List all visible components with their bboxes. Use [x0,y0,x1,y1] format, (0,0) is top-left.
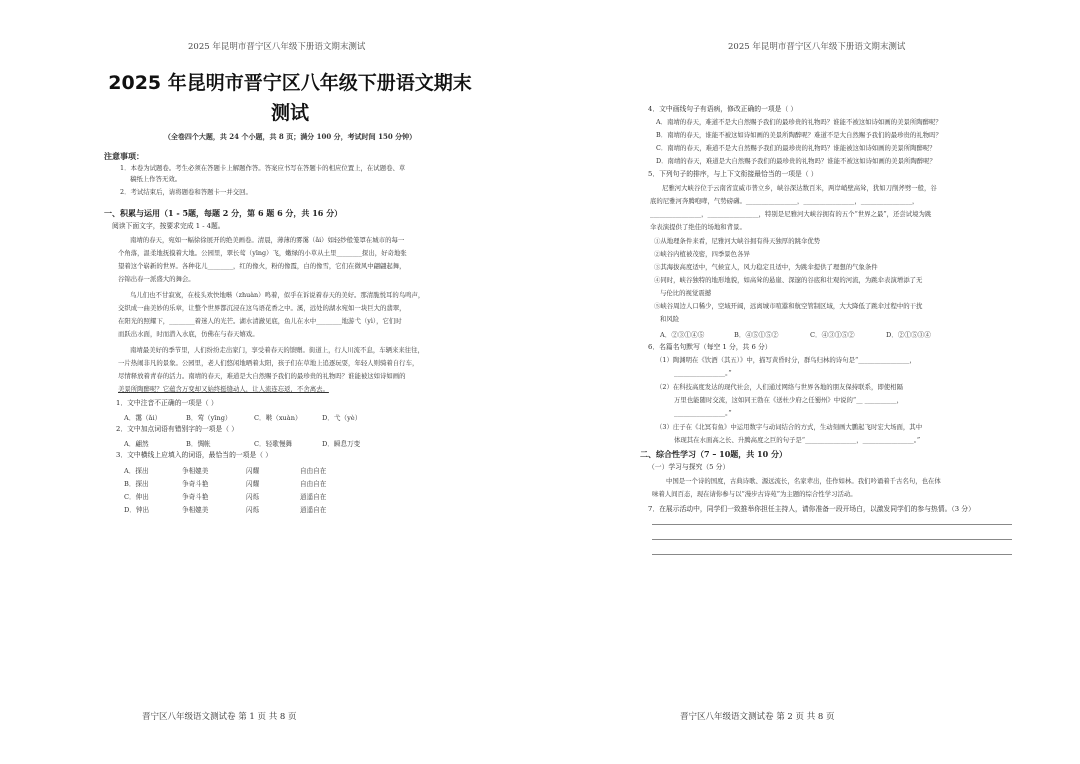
notice-line: 2．考试结束后，请将题卷和答题卡一并交回。 [120,188,252,196]
q5-item: 与伦比的视觉震撼 [660,289,712,297]
q4-option-c: C．南靖的春天，难道不是大自然赐予我们的最珍贵的礼物吗？谁能被这如诗如画的美景所陶醉呢？ [656,144,936,152]
exam-title-line-1: 2025 年昆明市晋宁区八年级下册语文期末 [108,72,472,94]
q1-option-a: A．霭（ǎi） [124,414,162,422]
q3-cell: 闪耀 [246,467,260,475]
question-6: 6．名篇名句默写（每空 1 分，共 6 分） [648,343,772,351]
answer-line[interactable] [652,554,1012,555]
exam-subtitle: （全卷四个大题，共 24 个小题，共 8 页；满分 100 分，考试时间 150 分钟） [163,132,417,141]
q4-option-b: B．南靖的春天，谁能不被这如诗如画的美景所陶醉呢？难道不是大自然赐予我们的最珍贵的礼物吗？ [656,131,942,139]
q4-option-a: A．南靖的春天，难道不是大自然赐予我们的最珍贵的礼物吗？谁能不被这如诗如画的美景所陶醉呢？ [656,118,942,126]
q6-item: （2）在科技高度发达的现代社会，人们通过网络与世界各地的朋友保持联系，即使相隔 [656,383,903,391]
q1-option-d: D．弋（yè） [322,414,362,422]
passage-line: 个角落，温柔地抚摸着大地。公园里，翠长莺（yīng）飞，嫩绿的小草从土里________探出，好奇地张 [118,249,407,257]
passage-line: 南靖的春天，宛如一幅徐徐展开的绝美画卷。清晨，薄薄的雾霭（ǎi）如轻纱般笼罩在城市的每一 [130,236,405,244]
q6-item: 体现其在水面高之长、升腾高度之巨的句子是“________________，________________。” [674,436,921,444]
q5-item: ①从地理条件来看，尼雅河大峡谷拥有得天独厚的跳伞优势 [654,237,821,245]
q3-cell: 逍遥自在 [300,506,327,514]
passage-line: 而跃出水面，时而潜入水底，仿佛在与春天嬉戏。 [118,330,259,338]
q1-option-b: B．莺（yīng） [186,414,232,422]
passage-line: 鸟儿们也不甘寂寞，在枝头欢快地啭（zhuàn）鸣着，似乎在诉说着春天的美好。那清脆悦耳的鸟鸣声， [130,291,425,299]
q5-passage-line: 尼雅河大峡谷位于云南省宣威市普立乡，峡谷深达数百米，两岸峭壁高耸，犹如刀削斧劈一般，谷 [662,184,937,192]
q3-cell: C．伸出 [124,493,149,501]
q2-option-c: C．轻歌慢舞 [254,440,293,448]
q6-item: ________________。” [674,369,732,377]
page-footer: 晋宁区八年级语文测试卷 第 2 页 共 8 页 [680,712,835,722]
q5-item: ⑤峡谷周边人口稀少，空域开阔，远离城市喧嚣和航空管制区域，大大降低了跳伞过程中的干扰 [654,302,923,310]
question-2: 2．文中加点词语有错别字的一项是（ ） [116,425,239,433]
q5-item: ②峡谷内植被茂密，四季景色各异 [654,250,750,258]
q4-option-d: D．南靖的春天，难道是大自然赐予我们的最珍贵的礼物吗？谁能不被这如诗如画的美景所陶醉呢？ [656,157,936,165]
q5-item: 和风险 [660,315,680,323]
question-5: 5．下列句子的排序，与上下文衔接最恰当的一项是（ ） [648,170,818,178]
q6-item: 万里也能随时交流，这如同王勃在《送杜少府之任蜀州》中说的“__ __________， [674,396,903,404]
question-3: 3．文中横线上应填入的词语，最恰当的一项是（ ） [116,451,273,459]
page-header: 2025 年昆明市晋宁区八年级下册语文期末测试 [188,42,366,52]
q3-cell: 争奇斗艳 [182,480,209,488]
q6-item: （1）陶渊明在《饮酒（其五）》中，描写黄昏时分，群鸟归林的诗句是“________________， [656,356,916,364]
q3-cell: 自由自在 [300,480,327,488]
q3-cell: B．探出 [124,480,149,488]
intro-line: 中国是一个诗的国度，古典诗歌、源远流长，名家辈出，佳作如林。我们吟诵着千古名句，也在体 [666,477,941,485]
page-footer: 晋宁区八年级语文测试卷 第 1 页 共 8 页 [142,712,297,722]
answer-line[interactable] [652,539,1012,540]
exam-title-line-2: 测试 [270,102,309,124]
q3-cell: 争相媲美 [182,467,209,475]
q5-item: ④同时，峡谷独特的地形地貌，如高耸的悬崖、深邃的谷底和壮观的河流，为跳伞表演增添了无 [654,276,923,284]
passage-line: 交织成一曲美妙的乐章，让整个世界都沉浸在这鸟语花香之中。溪，远处的湖水宛如一块巨大的翡翠， [118,304,406,312]
passage-line: 南靖最美好的季节里，人们纷纷走出家门，享受着春天的馈赠。街道上，行人川流不息，车辆来来往往， [130,346,424,354]
question-7: 7．在展示活动中，同学们一致推举你担任主持人，请你准备一段开场白，以激发同学们的参与热情。（3 分） [648,505,975,513]
page-2 [540,0,1080,764]
answer-line[interactable] [652,524,1012,525]
question-1: 1．文中注音不正确的一项是（ ） [116,399,218,407]
q3-cell: 闪烁 [246,506,260,514]
exam-title [70,68,510,128]
sub-section-heading: （一）学习与探究（5 分） [648,463,730,471]
q1-option-c: C．啭（xuàn） [254,414,302,422]
q6-item: （3）庄子在《北冥有鱼》中运用数字与动词结合的方式，生动刻画大鹏起飞时宏大场面，其中 [656,423,923,431]
q3-cell: 争相媲美 [182,506,209,514]
notice-line: 稿纸上作答无效。 [130,175,182,183]
q3-cell: A．探出 [124,467,149,475]
notice-line: 1．本卷为试题卷。考生必须在答题卡上解题作答。答案应书写在答题卡的相应位置上，在试题卷、草 [120,164,406,172]
q5-item: ③其海拔高度适中，气候宜人，风力稳定且适中，为跳伞提供了理想的气象条件 [654,263,878,271]
q5-passage-line: 伞表演提供了绝佳的场地和背景。 [650,223,746,231]
passage-line-underlined: 美景所陶醉呢？它蕴含万变却又始终挺缝动人，让人流连忘返，不舍离去。 [118,385,329,393]
section-1-heading: 一、积累与运用（1 - 5题，每题 2 分，第 6 题 6 分，共 16 分） [104,208,343,218]
passage-line: 尽情释放着青春的活力。南靖的春天，难道是大自然赐予我们的最珍贵的礼物吗？谁能被这如诗如画的 [118,372,406,380]
q5-option-a: A．②③①④⑤ [660,331,705,339]
intro-line: 味着人间百态，现在请你参与以“漫步古诗苑”为主题的综合性学习活动。 [652,490,857,498]
passage-line: 望着这个崭新的世界。各种花儿________，红的像火，粉的像霞，白的像雪，它们在微风中翩翩起舞， [118,262,406,270]
passage-line: 一片热闹非凡的景象。公园里，老人们悠闲地晒着太阳，孩子们在草地上追逐玩耍，年轻人则骑着自行车， [118,359,419,367]
q3-cell: D．钟出 [124,506,150,514]
q5-option-d: D．②①⑤③④ [886,331,931,339]
question-4: 4．文中画线句子有语病，修改正确的一项是（ ） [648,105,798,113]
q3-cell: 逍遥自在 [300,493,327,501]
q5-passage-line: 底的尼雅河奔腾咆哮，气势磅礴。________________，________________，________________， [650,197,919,205]
q2-option-b: B．惆帐 [186,440,211,448]
passage-line: 在阳光的照耀下，________着迷人的光芒。湖水清澈见底，鱼儿在水中________地游弋（yì），它们时 [118,317,402,325]
q5-option-c: C．④③①⑤② [810,331,855,339]
q3-cell: 闪烁 [246,493,260,501]
q5-passage-line: ________________，________________，特别是尼雅河大峡谷拥有的五个“世界之最”，还尝试境为跳 [650,210,932,218]
notice-title: 注意事项： [104,151,144,161]
page-header: 2025 年昆明市晋宁区八年级下册语文期末测试 [728,42,906,52]
q2-option-d: D．瞬息万变 [322,440,361,448]
reading-intro: 阅读下面文字，按要求完成 1 - 4题。 [112,222,225,230]
section-2-heading: 二、综合性学习（7 – 10题，共 10 分） [640,449,787,459]
q3-cell: 闪耀 [246,480,260,488]
q6-item: ________________。” [674,409,732,417]
q3-cell: 自由自在 [300,467,327,475]
passage-line: 谷锦出春一派盛大的舞会。 [118,275,195,283]
q2-option-a: A．翩然 [124,440,149,448]
q5-option-b: B．④⑤①⑤② [734,331,779,339]
q3-cell: 争奇斗艳 [182,493,209,501]
